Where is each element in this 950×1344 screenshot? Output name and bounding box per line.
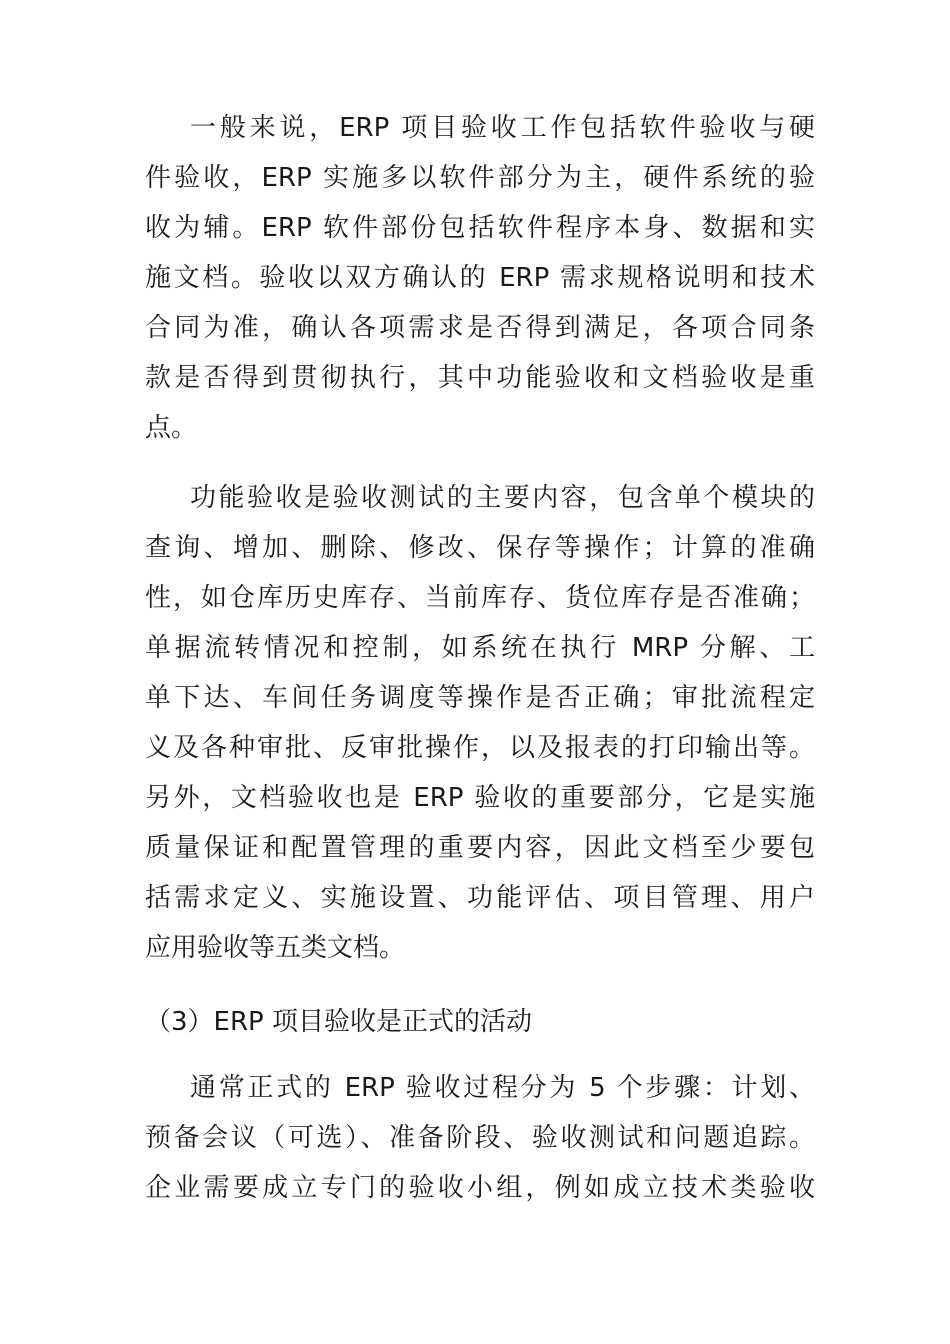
text-line: 一般来说，ERP 项目验收工作包括软件验收与硬 xyxy=(190,113,815,143)
text-line: 查询、增加、删除、修改、保存等操作；计算的准确 xyxy=(145,533,815,563)
section-heading-text: （3）ERP 项目验收是正式的活动 xyxy=(145,1007,532,1037)
paragraph-acceptance-process xyxy=(145,1063,815,1213)
text-line: 质量保证和配置管理的重要内容，因此文档至少要包 xyxy=(145,833,815,863)
text-line: 性，如仓库历史库存、当前库存、货位库存是否准确； xyxy=(145,583,815,613)
text-line: 通常正式的 ERP 验收过程分为 5 个步骤：计划、 xyxy=(190,1073,815,1103)
text-line: 点。 xyxy=(145,413,198,443)
text-line: 义及各种审批、反审批操作，以及报表的打印输出等。 xyxy=(145,733,815,763)
section-heading xyxy=(145,997,815,1047)
text-line: 施文档。验收以双方确认的 ERP 需求规格说明和技术 xyxy=(145,263,815,293)
paragraph-functional-acceptance xyxy=(145,473,815,973)
text-line: 另外，文档验收也是 ERP 验收的重要部分，它是实施 xyxy=(145,783,815,813)
text-line: 件验收，ERP 实施多以软件部分为主，硬件系统的验 xyxy=(145,163,815,193)
text-line: 应用验收等五类文档。 xyxy=(145,933,406,963)
text-line: 括需求定义、实施设置、功能评估、项目管理、用户 xyxy=(145,883,815,913)
text-line: 收为辅。ERP 软件部份包括软件程序本身、数据和实 xyxy=(145,213,815,243)
paragraph-erp-acceptance-scope xyxy=(145,103,815,453)
text-line: 企业需要成立专门的验收小组，例如成立技术类验收 xyxy=(145,1173,815,1203)
text-line: 合同为准，确认各项需求是否得到满足，各项合同条 xyxy=(145,313,815,343)
text-line: 功能验收是验收测试的主要内容，包含单个模块的 xyxy=(190,483,815,513)
text-line: 预备会议（可选）、准备阶段、验收测试和问题追踪。 xyxy=(145,1123,815,1153)
text-line: 款是否得到贯彻执行，其中功能验收和文档验收是重 xyxy=(145,363,815,393)
text-line: 单据流转情况和控制，如系统在执行 MRP 分解、工 xyxy=(145,633,815,663)
text-line: 单下达、车间任务调度等操作是否正确；审批流程定 xyxy=(145,683,815,713)
